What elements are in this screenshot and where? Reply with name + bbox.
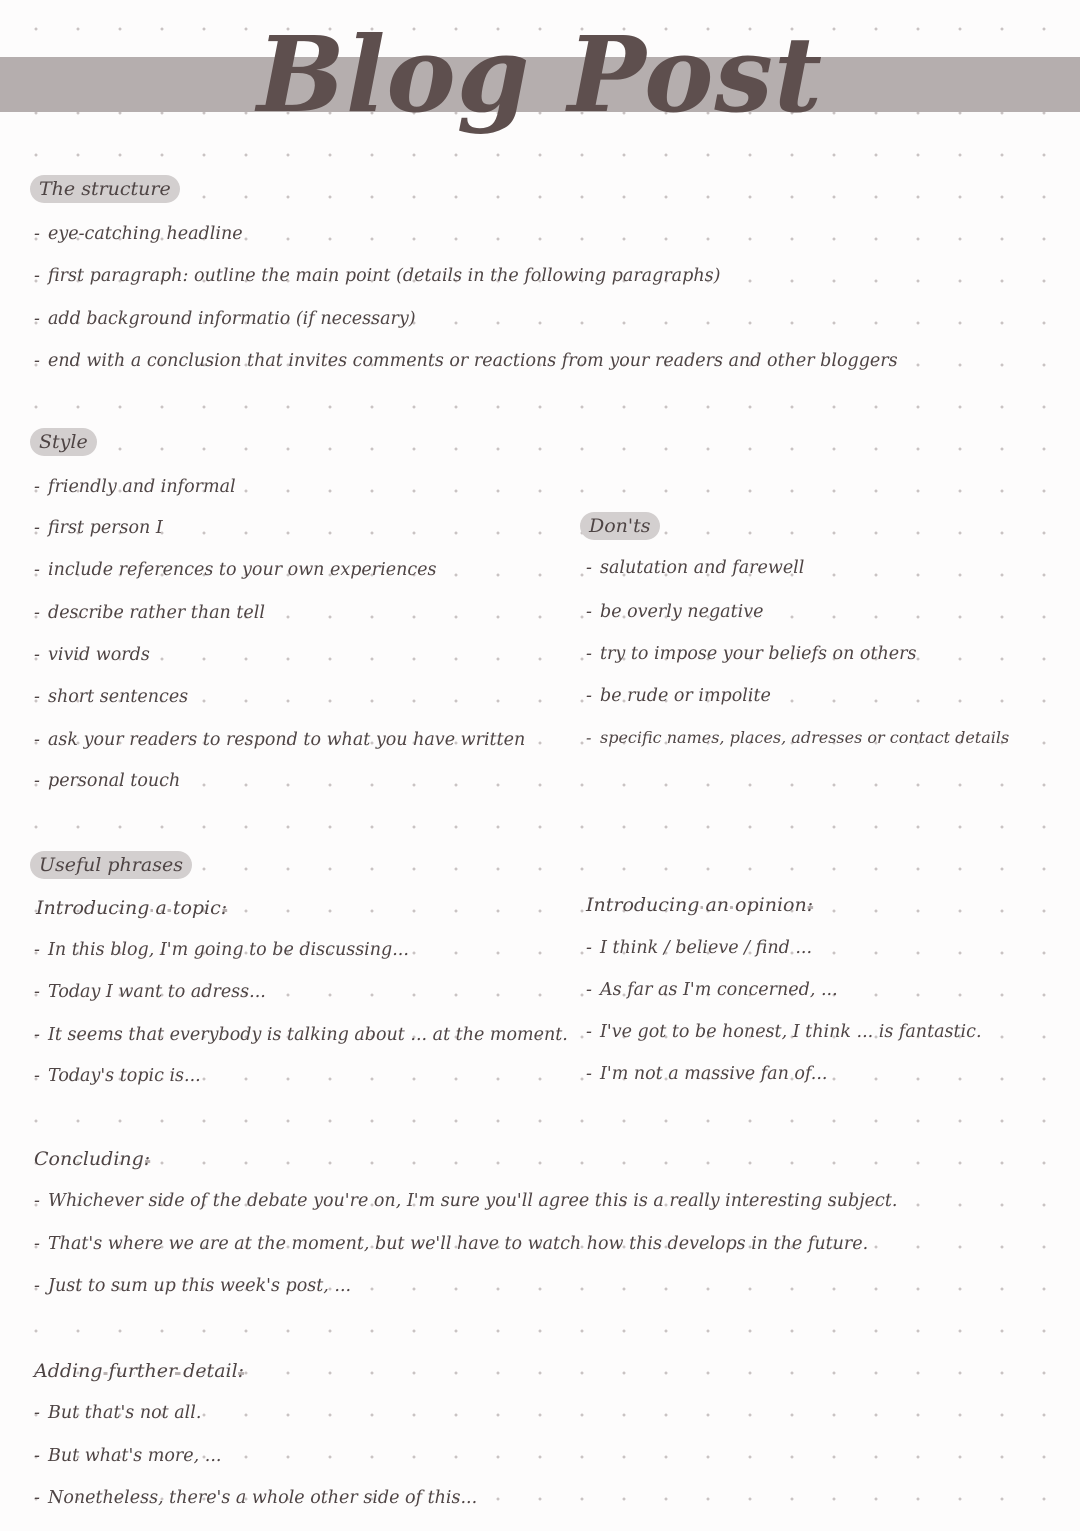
useful-phrases-heading: Useful phrases [30, 851, 192, 879]
structure-item: - add background informatio (if necessary) [34, 309, 416, 329]
donts-item: - salutation and farewell [586, 558, 805, 578]
opinion-phrase: - I've got to be honest, I think ... is fantastic. [586, 1022, 982, 1042]
concluding-phrase: - Just to sum up this week's post, ... [34, 1276, 352, 1296]
donts-item: - be rude or impolite [586, 686, 771, 706]
topic-phrase: - In this blog, I'm going to be discussing... [34, 940, 409, 960]
style-item: - ask your readers to respond to what you have written [34, 730, 526, 750]
structure-item: - first paragraph: outline the main point (details in the following paragraphs) [34, 266, 721, 286]
introducing-opinion-heading: Introducing an opinion: [586, 894, 814, 916]
donts-item: - try to impose your beliefs on others [586, 644, 917, 664]
page-title: Blog Post [256, 13, 824, 136]
topic-phrase: - Today I want to adress... [34, 982, 266, 1002]
style-heading: Style [30, 428, 97, 456]
structure-item: - end with a conclusion that invites comments or reactions from your readers and other bloggers [34, 351, 898, 371]
donts-item: - specific names, places, adresses or contact details [586, 728, 1010, 747]
donts-heading: Don'ts [580, 512, 660, 540]
introducing-topic-heading: Introducing a topic: [36, 897, 228, 919]
style-item: - vivid words [34, 645, 150, 665]
style-item: - personal touch [34, 771, 181, 791]
concluding-phrase: - That's where we are at the moment, but we'll have to watch how this develops in the future. [34, 1234, 869, 1254]
style-item: - first person I [34, 518, 163, 538]
concluding-phrase: - Whichever side of the debate you're on, I'm sure you'll agree this is a really interesting subject. [34, 1191, 898, 1211]
topic-phrase: - Today's topic is... [34, 1066, 201, 1086]
structure-item: - eye-catching headline [34, 224, 243, 244]
style-item: - friendly and informal [34, 477, 236, 497]
detail-phrase: - Nonetheless, there's a whole other side of this... [34, 1488, 478, 1508]
topic-phrase: - It seems that everybody is talking about ... at the moment. [34, 1025, 568, 1045]
detail-phrase: - But that's not all. [34, 1403, 202, 1423]
style-item: - describe rather than tell [34, 603, 265, 623]
opinion-phrase: - I think / believe / find ... [586, 938, 813, 958]
opinion-phrase: - I'm not a massive fan of... [586, 1064, 828, 1084]
opinion-phrase: - As far as I'm concerned, ... [586, 980, 838, 1000]
style-item: - short sentences [34, 687, 189, 707]
donts-item: - be overly negative [586, 602, 764, 622]
concluding-heading: Concluding: [34, 1148, 151, 1170]
detail-phrase: - But what's more, ... [34, 1446, 222, 1466]
adding-detail-heading: Adding further detail: [34, 1360, 245, 1382]
structure-heading: The structure [30, 175, 180, 203]
style-item: - include references to your own experiences [34, 560, 437, 580]
